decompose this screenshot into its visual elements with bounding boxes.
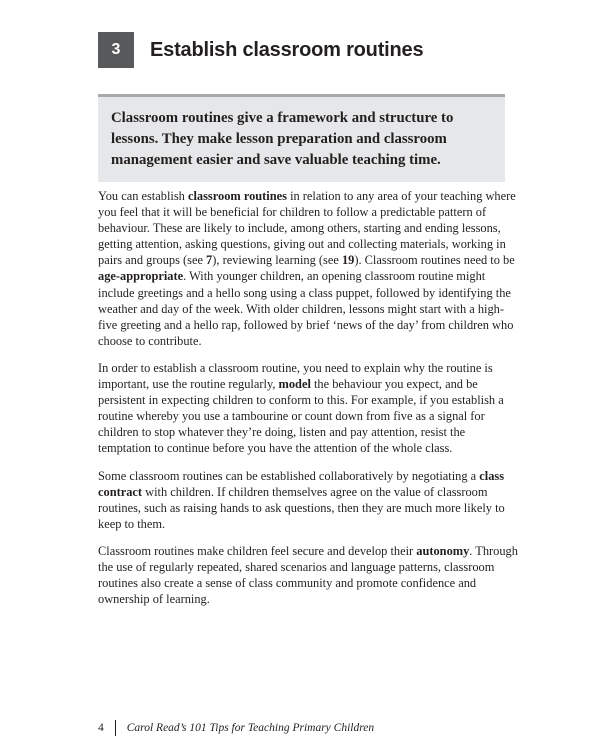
paragraph-2 [98,360,518,457]
cross-reference-19: 19 [341,253,355,268]
page-footer [98,720,374,736]
tip-title: Establish classroom routines [150,38,424,61]
keyword-classroom-routines: classroom routines [187,189,287,203]
p3-text-2: with children. If children themselves agree on the value of classroom routines, such as raising hands to ask questions, then they are much more likely to keep to them. [98,484,505,531]
p1-text-1: You can establish [98,189,188,203]
p2-text-1: In order to establish a classroom routine, you need to explain why the routine is important, use the routine regularly, [98,360,493,392]
p3-text-1: Some classroom routines can be established collaboratively by negotiating a [98,468,480,483]
cross-reference-7: 7 [206,253,213,268]
p1-text-4: ). Classroom routines need to be [354,253,515,268]
tip-heading [98,32,423,68]
p1-text-5: . With younger children, an opening classroom routine might include greetings and a hello song using a class puppet, followed by identifying the weather and day of the week. With older children, lessons might start with a high-five greeting and a hello rap, followed by brief ‘news of the day’ from children who choose to contribute. [98,269,514,348]
keyword-class-contract: class contract [98,468,505,499]
keyword-age-appropriate: age-appropriate [98,269,184,284]
paragraph-4 [98,543,518,607]
paragraph-1 [98,188,518,349]
keyword-model: model [278,377,311,392]
book-title: Carol Read’s 101 Tips for Teaching Primary Children [126,722,375,734]
p4-text-2: . Through the use of regularly repeated, shared scenarios and language patterns, classroom routines also create a sense of class community and promote confidence and ownership of learning. [98,543,518,607]
summary-line-3: management easier and save valuable teaching time. [111,152,441,168]
p1-text-3: ), reviewing learning (see [212,253,342,268]
p4-text-1: Classroom routines make children feel secure and develop their [98,543,417,558]
tip-number-badge: 3 [98,32,134,68]
page-number: 4 [98,722,104,734]
body-text [98,188,518,618]
summary-line-2: lessons. They make lesson preparation and classroom [111,131,447,147]
p2-text-2: the behaviour you expect, and be persistent in expecting children to conform to this. For example, if you establish a routine whereby you use a tambourine or count down from five as a signal for children to stop whatever they’re doing, listen and pay attention, resist the temptation to continue before you have the attention of the whole class. [98,377,504,456]
paragraph-3 [98,468,518,532]
keyword-autonomy: autonomy [416,543,470,558]
summary-line-1: Classroom routines give a framework and structure to [111,110,454,126]
summary-box [98,94,505,182]
p1-text-2: in relation to any area of your teaching where you feel that it will be beneficial for children to follow a predictable pattern of behaviour. These are likely to include, among others, starting and ending lessons, getting attention, asking questions, giving out and collecting materials, working in pairs and groups (see [98,189,516,268]
footer-divider [115,720,116,736]
